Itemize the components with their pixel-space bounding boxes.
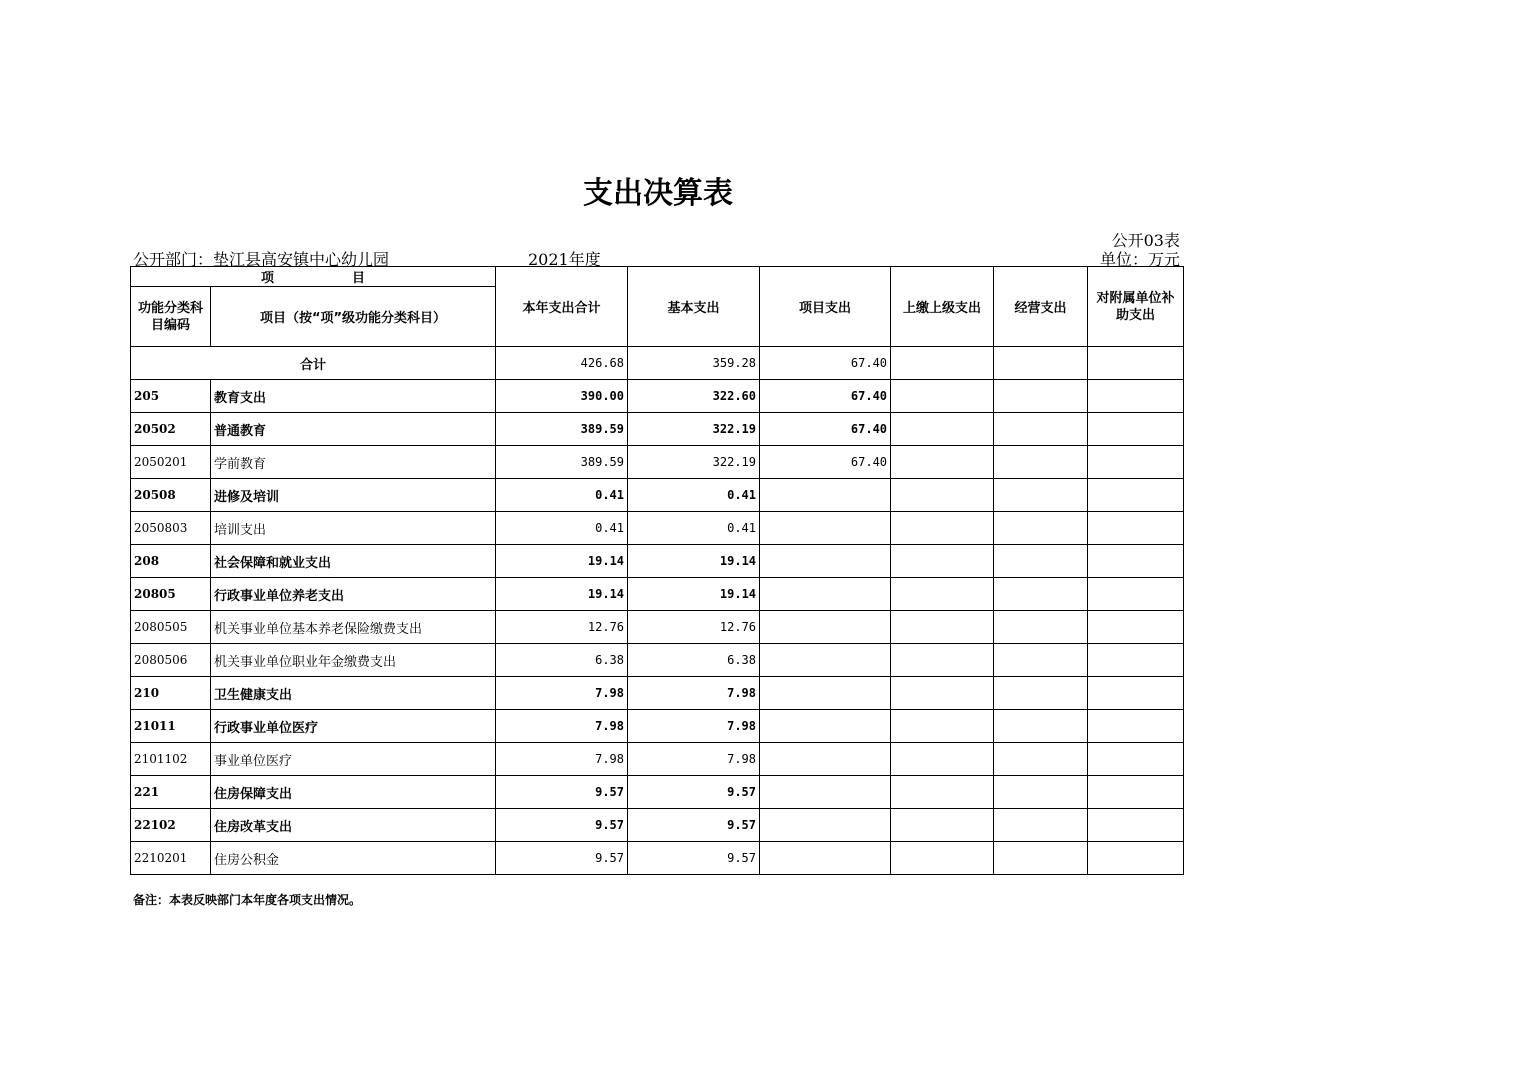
- row-project: [760, 710, 891, 743]
- row-subsidy: [1088, 380, 1184, 413]
- row-business: [994, 809, 1088, 842]
- row-total: 9.57: [496, 842, 628, 875]
- row-code: 20805: [131, 578, 211, 611]
- row-total: 390.00: [496, 380, 628, 413]
- table-row: [131, 545, 1184, 578]
- row-subsidy: [1088, 644, 1184, 677]
- form-code: 公开03表: [1111, 231, 1180, 250]
- row-business: [994, 677, 1088, 710]
- row-name: 教育支出: [211, 380, 496, 413]
- row-project: [760, 545, 891, 578]
- row-business: [994, 446, 1088, 479]
- row-project: [760, 578, 891, 611]
- row-project: 67.40: [760, 413, 891, 446]
- row-subsidy: [1088, 677, 1184, 710]
- row-name: 机关事业单位基本养老保险缴费支出: [211, 611, 496, 644]
- row-code: 20508: [131, 479, 211, 512]
- header-group-item: 项 目: [131, 267, 496, 287]
- row-name: 社会保障和就业支出: [211, 545, 496, 578]
- fiscal-year: 2021年度: [528, 250, 601, 269]
- row-business: [994, 479, 1088, 512]
- header-business: 经营支出: [994, 267, 1088, 347]
- row-upper: [891, 644, 994, 677]
- table-row: [131, 743, 1184, 776]
- row-code: 210: [131, 677, 211, 710]
- row-project: [760, 743, 891, 776]
- row-subsidy: [1088, 446, 1184, 479]
- row-upper: [891, 677, 994, 710]
- row-basic: 19.14: [628, 545, 760, 578]
- table-row: [131, 578, 1184, 611]
- row-code: 205: [131, 380, 211, 413]
- row-project: 67.40: [760, 446, 891, 479]
- row-business: [994, 710, 1088, 743]
- row-total: 7.98: [496, 743, 628, 776]
- row-basic: 0.41: [628, 479, 760, 512]
- total-basic: 359.28: [628, 347, 760, 380]
- department-label: 公开部门：垫江县高安镇中心幼儿园: [133, 250, 390, 269]
- row-total: 7.98: [496, 677, 628, 710]
- row-name: 培训支出: [211, 512, 496, 545]
- row-upper: [891, 710, 994, 743]
- table-row: [131, 809, 1184, 842]
- row-name: 事业单位医疗: [211, 743, 496, 776]
- header-total: 本年支出合计: [496, 267, 628, 347]
- row-code: 2050201: [131, 446, 211, 479]
- row-project: [760, 677, 891, 710]
- row-total: 6.38: [496, 644, 628, 677]
- row-upper: [891, 446, 994, 479]
- total-subsidy: [1088, 347, 1184, 380]
- row-upper: [891, 611, 994, 644]
- row-business: [994, 380, 1088, 413]
- table-row: [131, 479, 1184, 512]
- row-code: 22102: [131, 809, 211, 842]
- total-project: 67.40: [760, 347, 891, 380]
- row-subsidy: [1088, 413, 1184, 446]
- row-business: [994, 644, 1088, 677]
- row-upper: [891, 743, 994, 776]
- row-code: 2210201: [131, 842, 211, 875]
- row-basic: 9.57: [628, 776, 760, 809]
- row-business: [994, 743, 1088, 776]
- row-basic: 322.19: [628, 446, 760, 479]
- table-row: [131, 380, 1184, 413]
- row-subsidy: [1088, 809, 1184, 842]
- row-name: 进修及培训: [211, 479, 496, 512]
- table-row: [131, 611, 1184, 644]
- row-project: 67.40: [760, 380, 891, 413]
- row-subsidy: [1088, 776, 1184, 809]
- row-name: 学前教育: [211, 446, 496, 479]
- expenditure-table: [130, 266, 1184, 875]
- row-project: [760, 512, 891, 545]
- row-business: [994, 578, 1088, 611]
- row-basic: 7.98: [628, 710, 760, 743]
- row-code: 20502: [131, 413, 211, 446]
- table-row: [131, 413, 1184, 446]
- header-basic: 基本支出: [628, 267, 760, 347]
- table-row: [131, 842, 1184, 875]
- row-basic: 7.98: [628, 677, 760, 710]
- row-code: 221: [131, 776, 211, 809]
- row-basic: 19.14: [628, 578, 760, 611]
- row-name: 机关事业单位职业年金缴费支出: [211, 644, 496, 677]
- row-total: 9.57: [496, 809, 628, 842]
- row-basic: 9.57: [628, 842, 760, 875]
- row-subsidy: [1088, 479, 1184, 512]
- row-upper: [891, 380, 994, 413]
- row-basic: 9.57: [628, 809, 760, 842]
- row-code: 2080505: [131, 611, 211, 644]
- total-upper: [891, 347, 994, 380]
- row-upper: [891, 809, 994, 842]
- row-upper: [891, 545, 994, 578]
- row-name: 住房公积金: [211, 842, 496, 875]
- row-upper: [891, 776, 994, 809]
- row-upper: [891, 842, 994, 875]
- row-business: [994, 512, 1088, 545]
- header-code: 功能分类科目编码: [131, 287, 211, 347]
- row-business: [994, 776, 1088, 809]
- row-subsidy: [1088, 545, 1184, 578]
- row-basic: 322.19: [628, 413, 760, 446]
- row-name: 住房保障支出: [211, 776, 496, 809]
- row-project: [760, 776, 891, 809]
- row-project: [760, 644, 891, 677]
- total-business: [994, 347, 1088, 380]
- row-total: 19.14: [496, 578, 628, 611]
- row-business: [994, 413, 1088, 446]
- row-subsidy: [1088, 578, 1184, 611]
- row-project: [760, 479, 891, 512]
- unit-label: 单位：万元: [1099, 250, 1180, 269]
- row-upper: [891, 479, 994, 512]
- total-row: [131, 347, 1184, 380]
- row-code: 21011: [131, 710, 211, 743]
- row-business: [994, 611, 1088, 644]
- row-subsidy: [1088, 842, 1184, 875]
- table-row: [131, 677, 1184, 710]
- row-basic: 6.38: [628, 644, 760, 677]
- row-subsidy: [1088, 512, 1184, 545]
- total-label: 合计: [131, 347, 496, 380]
- row-total: 389.59: [496, 446, 628, 479]
- table-row: [131, 512, 1184, 545]
- total-total: 426.68: [496, 347, 628, 380]
- row-code: 2080506: [131, 644, 211, 677]
- header-upper: 上缴上级支出: [891, 267, 994, 347]
- row-subsidy: [1088, 611, 1184, 644]
- document-title: 支出决算表: [583, 176, 733, 211]
- row-code: 2101102: [131, 743, 211, 776]
- row-name: 住房改革支出: [211, 809, 496, 842]
- row-total: 12.76: [496, 611, 628, 644]
- row-basic: 322.60: [628, 380, 760, 413]
- row-code: 208: [131, 545, 211, 578]
- row-project: [760, 611, 891, 644]
- header-subsidy: 对附属单位补助支出: [1088, 267, 1184, 347]
- row-subsidy: [1088, 743, 1184, 776]
- row-code: 2050803: [131, 512, 211, 545]
- row-total: 0.41: [496, 479, 628, 512]
- row-total: 19.14: [496, 545, 628, 578]
- row-basic: 0.41: [628, 512, 760, 545]
- row-total: 7.98: [496, 710, 628, 743]
- table-row: [131, 710, 1184, 743]
- table-note: 备注：本表反映部门本年度各项支出情况。: [133, 893, 362, 907]
- row-business: [994, 842, 1088, 875]
- row-total: 0.41: [496, 512, 628, 545]
- row-upper: [891, 578, 994, 611]
- row-upper: [891, 512, 994, 545]
- row-name: 普通教育: [211, 413, 496, 446]
- row-business: [994, 545, 1088, 578]
- row-upper: [891, 413, 994, 446]
- row-name: 行政事业单位医疗: [211, 710, 496, 743]
- row-total: 389.59: [496, 413, 628, 446]
- row-subsidy: [1088, 710, 1184, 743]
- table-row: [131, 446, 1184, 479]
- row-project: [760, 809, 891, 842]
- table-row: [131, 776, 1184, 809]
- header-name: 项目（按“项”级功能分类科目）: [211, 287, 496, 347]
- header-project: 项目支出: [760, 267, 891, 347]
- row-basic: 7.98: [628, 743, 760, 776]
- row-name: 行政事业单位养老支出: [211, 578, 496, 611]
- row-name: 卫生健康支出: [211, 677, 496, 710]
- row-basic: 12.76: [628, 611, 760, 644]
- row-project: [760, 842, 891, 875]
- table-row: [131, 644, 1184, 677]
- row-total: 9.57: [496, 776, 628, 809]
